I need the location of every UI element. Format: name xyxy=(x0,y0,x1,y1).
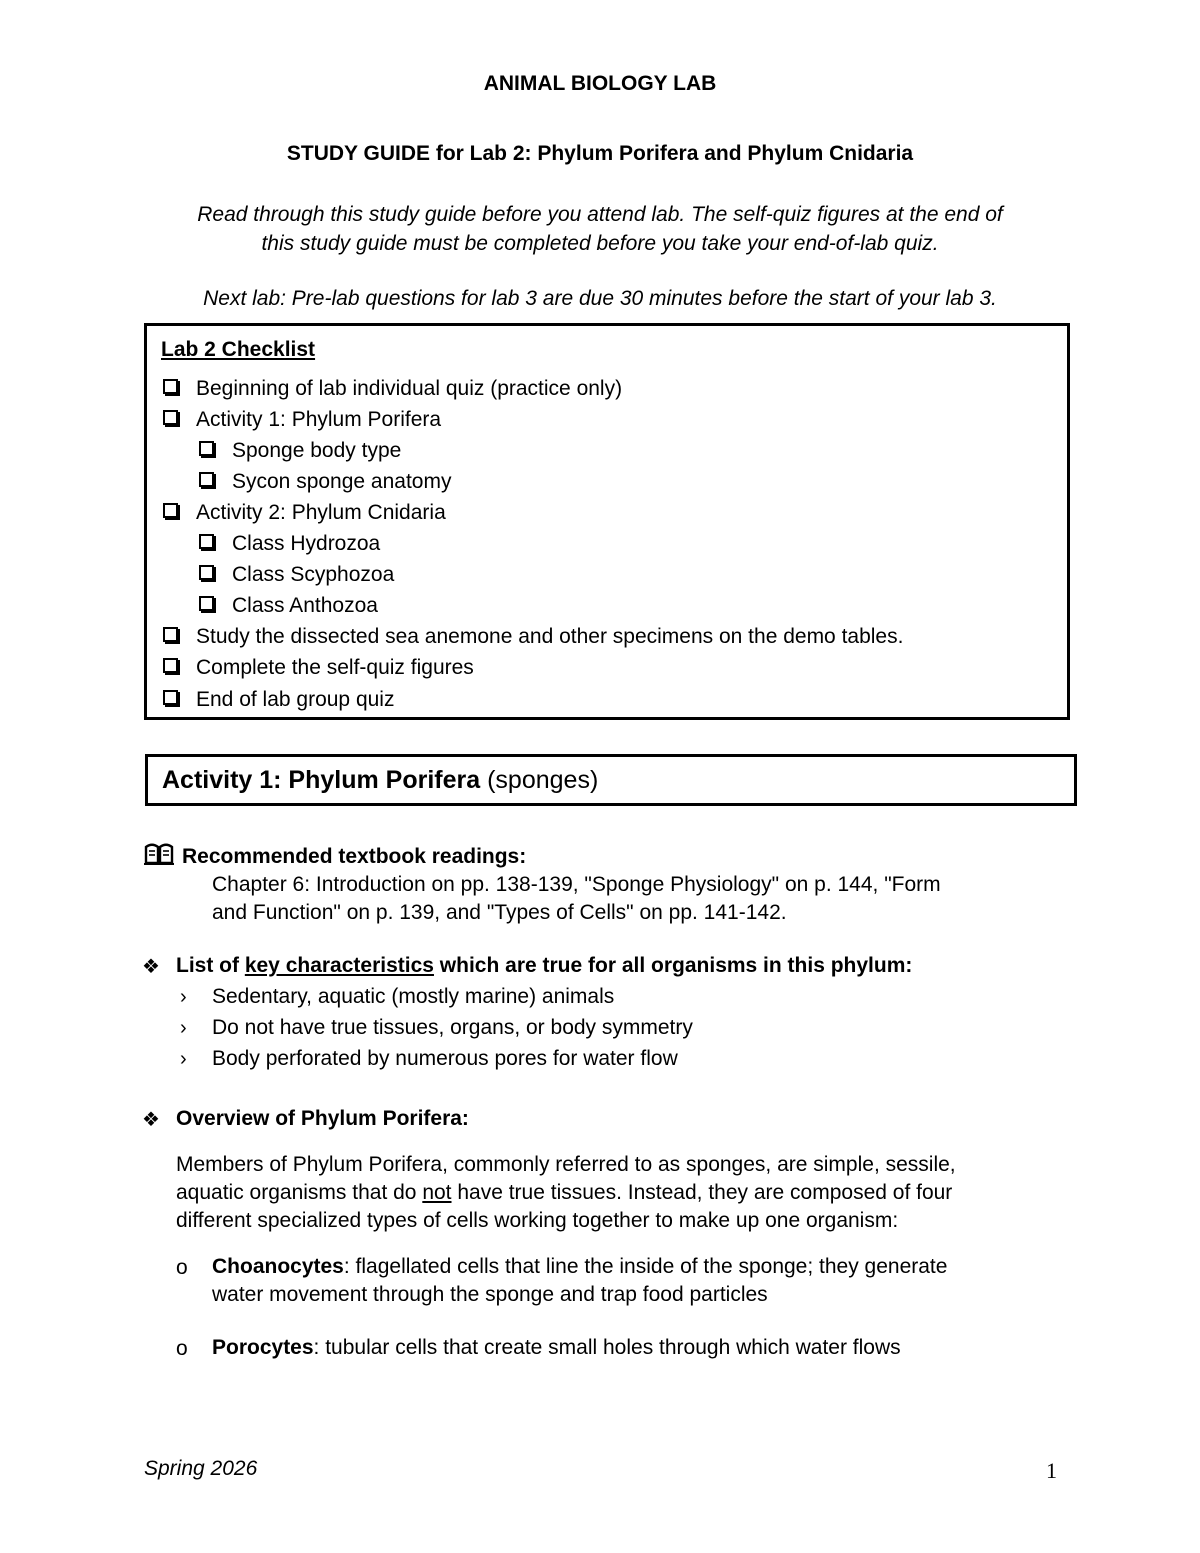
page-number: 1 xyxy=(1046,1458,1057,1483)
intro-text xyxy=(0,200,1200,258)
overview-line-3: different specialized types of cells working together to make up one organism: xyxy=(176,1209,899,1232)
overview-heading: Overview of Phylum Porifera: xyxy=(176,1107,469,1130)
key-characteristics-heading: List of key characteristics which are true for all organisms in this phylum: xyxy=(176,954,913,977)
checklist-item: End of lab group quiz xyxy=(163,688,394,712)
checklist-title: Lab 2 Checklist xyxy=(161,338,316,361)
readings-line-2: and Function" on p. 139, and "Types of Cells" on pp. 141-142. xyxy=(212,901,787,924)
document-subtitle: STUDY GUIDE for Lab 2: Phylum Porifera and Phylum Cnidaria xyxy=(286,142,914,165)
open-book-icon xyxy=(144,843,174,865)
checkbox-icon[interactable] xyxy=(199,534,214,549)
checkbox-icon[interactable] xyxy=(199,472,214,487)
overview-line-2: aquatic organisms that do not have true tissues. Instead, they are composed of four xyxy=(176,1181,953,1204)
circle-bullet-icon: o xyxy=(176,1256,188,1279)
chevron-right-icon: › xyxy=(180,986,187,1008)
checklist-item: Complete the self-quiz figures xyxy=(163,656,474,680)
readings-line-1: Chapter 6: Introduction on pp. 138-139, "Sponge Physiology" on p. 144, "Form xyxy=(212,873,941,896)
checklist-subitem: Sycon sponge anatomy xyxy=(199,470,451,494)
checkbox-icon[interactable] xyxy=(199,441,214,456)
activity-1-heading: Activity 1: Phylum Porifera (sponges) xyxy=(162,766,599,794)
checklist-item: Activity 1: Phylum Porifera xyxy=(163,408,441,432)
checkbox-icon[interactable] xyxy=(163,690,178,705)
circle-bullet-icon: o xyxy=(176,1337,188,1360)
checkbox-icon[interactable] xyxy=(199,565,214,580)
characteristic-item: Body perforated by numerous pores for water flow xyxy=(212,1047,678,1070)
checklist-item: Activity 2: Phylum Cnidaria xyxy=(163,501,446,525)
chevron-right-icon: › xyxy=(180,1048,187,1070)
checklist-item: Study the dissected sea anemone and other specimens on the demo tables. xyxy=(163,625,903,649)
cell-type-item: Porocytes: tubular cells that create small holes through which water flows xyxy=(212,1336,901,1359)
checkbox-icon[interactable] xyxy=(163,658,178,673)
activity-1-heading-box xyxy=(145,754,1077,806)
checklist-item: Beginning of lab individual quiz (practice only) xyxy=(163,377,622,401)
footer-term: Spring 2026 xyxy=(144,1457,258,1480)
characteristic-item: Sedentary, aquatic (mostly marine) animals xyxy=(212,985,615,1008)
document-title: ANIMAL BIOLOGY LAB xyxy=(483,72,717,95)
chevron-right-icon: › xyxy=(180,1017,187,1039)
checklist-subitem: Sponge body type xyxy=(199,439,401,463)
diamond-bullet-icon: ❖ xyxy=(142,956,160,978)
diamond-bullet-icon: ❖ xyxy=(142,1109,160,1131)
cell-type-item: Choanocytes: flagellated cells that line the inside of the sponge; they generate xyxy=(212,1255,948,1278)
checkbox-icon[interactable] xyxy=(163,503,178,518)
lab-checklist xyxy=(144,323,1070,720)
checklist-subitem: Class Anthozoa xyxy=(199,594,378,618)
checklist-subitem: Class Hydrozoa xyxy=(199,532,380,556)
intro-line-2: this study guide must be completed before you take your end-of-lab quiz. xyxy=(261,232,939,255)
checkbox-icon[interactable] xyxy=(199,596,214,611)
checkbox-icon[interactable] xyxy=(163,379,178,394)
readings-label: Recommended textbook readings: xyxy=(182,845,527,868)
cell-type-item-cont: water movement through the sponge and trap food particles xyxy=(212,1283,768,1306)
overview-line-1: Members of Phylum Porifera, commonly referred to as sponges, are simple, sessile, xyxy=(176,1153,956,1176)
intro-line-1: Read through this study guide before you attend lab. The self-quiz figures at the end of xyxy=(197,203,1003,226)
checkbox-icon[interactable] xyxy=(163,627,178,642)
checklist-subitem: Class Scyphozoa xyxy=(199,563,394,587)
next-lab-note: Next lab: Pre-lab questions for lab 3 are due 30 minutes before the start of your lab 3. xyxy=(203,287,997,310)
characteristic-item: Do not have true tissues, organs, or body symmetry xyxy=(212,1016,693,1039)
checkbox-icon[interactable] xyxy=(163,410,178,425)
